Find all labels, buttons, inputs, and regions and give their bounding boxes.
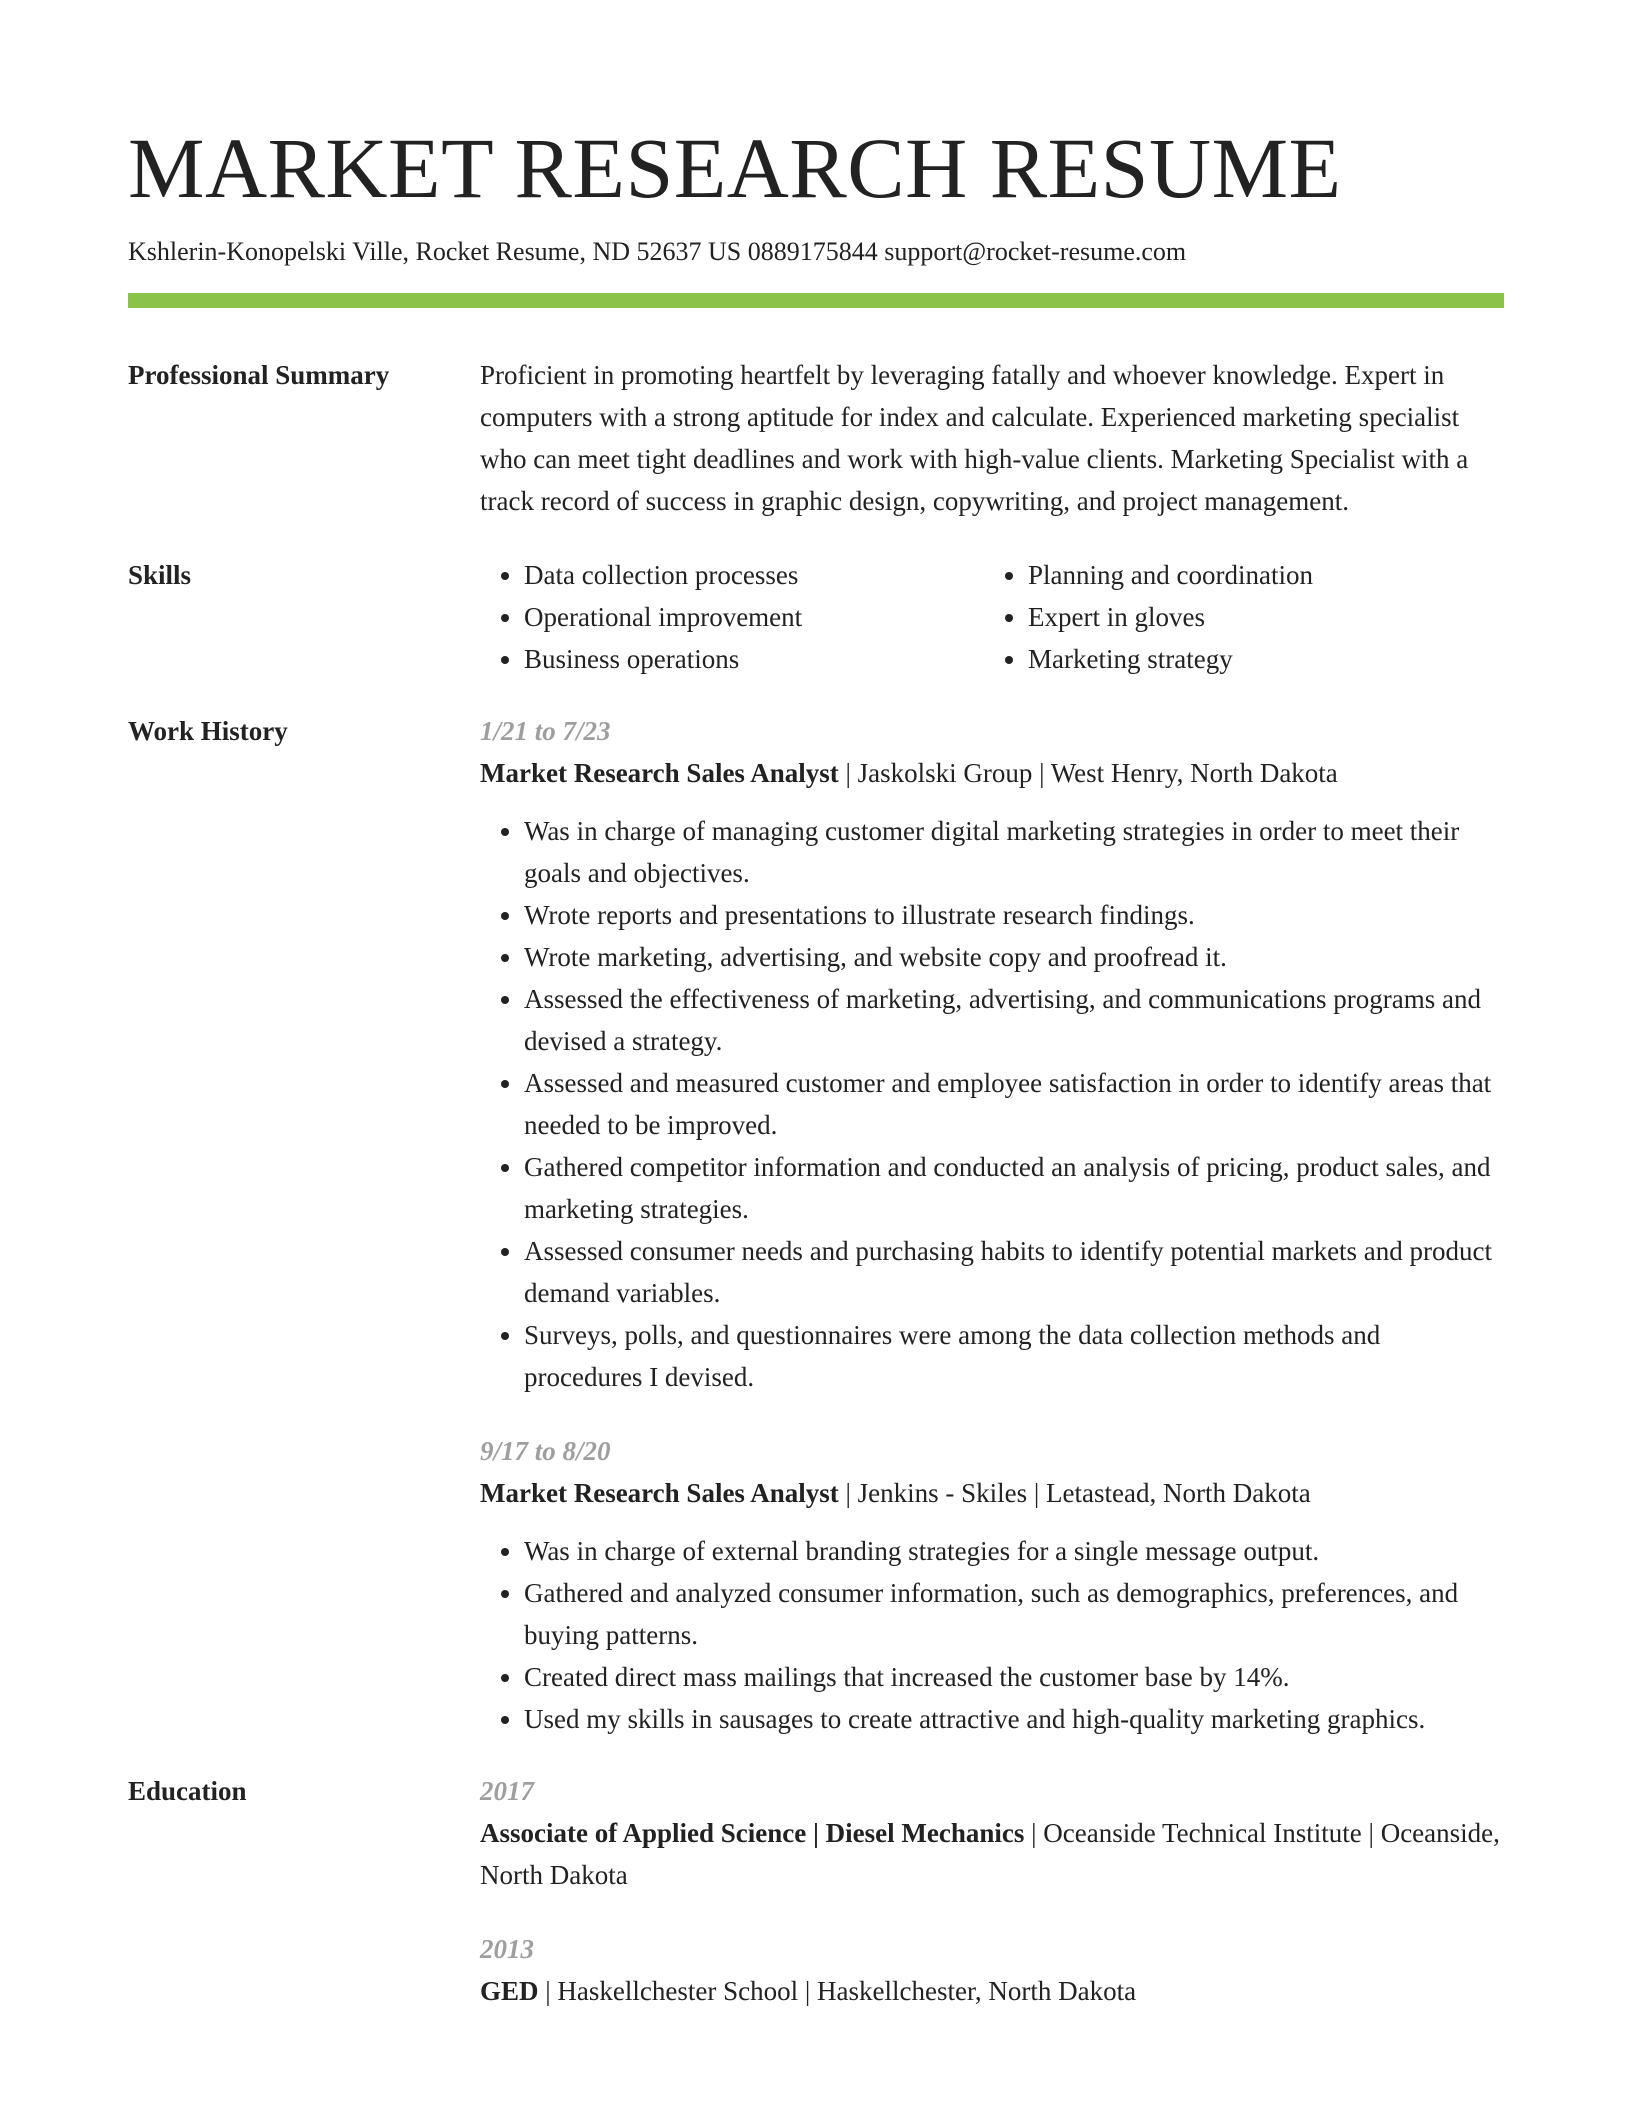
job-bullet: • Assessed consumer needs and purchasing habits to identify potential markets and product demand variables. (524, 1230, 1504, 1314)
skills-label: Skills (128, 560, 192, 590)
job-role-line (480, 1472, 1504, 1514)
job-title: Market Research Sales Analyst (480, 758, 839, 788)
work-history-section (128, 710, 1504, 1740)
job-bullets (480, 1530, 1504, 1740)
job-bullet: • Gathered and analyzed consumer information, such as demographics, preferences, and buying patterns. (524, 1572, 1504, 1656)
job-bullet: • Assessed and measured customer and employee satisfaction in order to identify areas that needed to be improved. (524, 1062, 1504, 1146)
job-bullet: • Used my skills in sausages to create attractive and high-quality marketing graphics. (524, 1698, 1504, 1740)
resume-page (128, 112, 1504, 2012)
job-entry (480, 710, 1504, 1398)
job-entry (480, 1430, 1504, 1740)
education-details: | Haskellchester School | Haskellchester, North Dakota (538, 1976, 1137, 2006)
resume-title: MARKET RESEARCH RESUME (128, 120, 1342, 216)
education-degree: Associate of Applied Science | Diesel Mechanics (480, 1818, 1025, 1848)
job-bullet: • Wrote reports and presentations to illustrate research findings. (524, 894, 1504, 936)
education-entry (480, 1770, 1504, 1896)
education-degree: GED (480, 1976, 539, 2006)
summary-text: Proficient in promoting heartfelt by leveraging fatally and whoever knowledge. Expert in computers with a strong aptitude for index and calculate. Experienced marketing specialist who can meet tight deadlines and work with high-value clients. Marketing Specialist with a track record of success in graphic design, copywriting, and project management. (480, 360, 1469, 516)
skill-item: • Operational improvement (524, 596, 984, 638)
accent-divider (128, 293, 1504, 308)
education-year: 2013 (480, 1934, 534, 1964)
skills-column-right (984, 554, 1488, 680)
job-bullets (480, 810, 1504, 1398)
skill-item: • Data collection processes (524, 554, 984, 596)
education-line (480, 1970, 1504, 2012)
education-year: 2017 (480, 1776, 534, 1806)
job-bullet: • Surveys, polls, and questionnaires were among the data collection methods and procedures I devised. (524, 1314, 1504, 1398)
skill-item: • Business operations (524, 638, 984, 680)
job-title: Market Research Sales Analyst (480, 1478, 839, 1508)
skill-item: • Planning and coordination (1028, 554, 1488, 596)
job-dates: 9/17 to 8/20 (480, 1436, 611, 1466)
summary-label: Professional Summary (128, 360, 390, 390)
resume-header (128, 112, 1504, 308)
skill-item: • Marketing strategy (1028, 638, 1488, 680)
job-bullet: • Was in charge of external branding strategies for a single message output. (524, 1530, 1504, 1572)
job-role-line (480, 752, 1504, 794)
education-line (480, 1812, 1504, 1896)
job-bullet: • Created direct mass mailings that increased the customer base by 14%. (524, 1656, 1504, 1698)
job-dates: 1/21 to 7/23 (480, 716, 611, 746)
education-details: | Oceanside Technical Institute | Oceanside, North Dakota (480, 1818, 1500, 1890)
skill-item: • Expert in gloves (1028, 596, 1488, 638)
job-bullet: • Gathered competitor information and conducted an analysis of pricing, product sales, and marketing strategies. (524, 1146, 1504, 1230)
skills-column-left (480, 554, 984, 680)
job-bullet: • Assessed the effectiveness of marketing, advertising, and communications programs and devised a strategy. (524, 978, 1504, 1062)
job-details: | Jenkins - Skiles | Letastead, North Dakota (838, 1478, 1311, 1508)
skills-section (128, 554, 1504, 680)
skills-list (480, 554, 1504, 680)
summary-section (128, 354, 1504, 522)
job-bullet: • Wrote marketing, advertising, and website copy and proofread it. (524, 936, 1504, 978)
contact-line: Kshlerin-Konopelski Ville, Rocket Resume, ND 52637 US 0889175844 support@rocket-resume.com (128, 237, 1187, 266)
job-details: | Jaskolski Group | West Henry, North Dakota (838, 758, 1338, 788)
work-history-label: Work History (128, 716, 288, 746)
education-entry (480, 1928, 1504, 2012)
education-section (128, 1770, 1504, 2012)
education-label: Education (128, 1776, 247, 1806)
job-bullet: • Was in charge of managing customer digital marketing strategies in order to meet their goals and objectives. (524, 810, 1504, 894)
